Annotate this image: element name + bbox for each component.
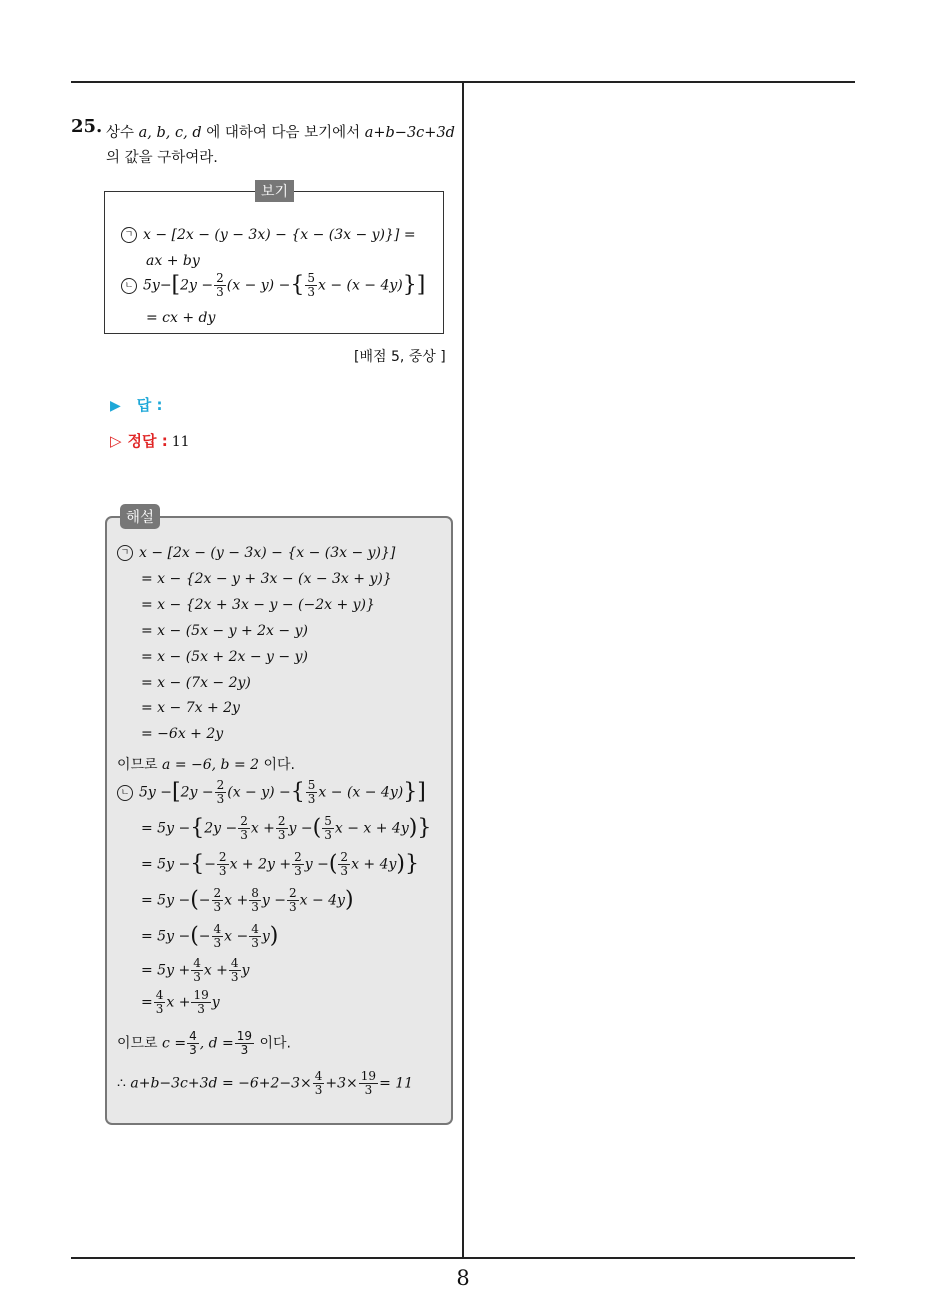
solution-line-15: = $\frac{4}{3}$ x + $\frac{19}{3}$ y: [141, 988, 220, 1016]
bogi-item-2: ㄴ 5y−[2y − $\frac{2}{3}$ (x − y) −{ $\frac{5}{3}$ x − (x − 4y)}]: [121, 272, 425, 299]
outline-arrow-icon: ▷: [110, 432, 122, 450]
circled-mark-giyeok: ㄱ: [117, 545, 133, 561]
therefore-symbol: ∴: [117, 1075, 126, 1092]
question-number: 25.: [71, 116, 103, 137]
solution-line-2: = x − {2x − y + 3x − (x − 3x + y)}: [141, 571, 392, 587]
solution-line-13: = 5y −(− $\frac{4}{3}$ x − $\frac{4}{3}$ y): [141, 922, 279, 950]
solution-line-3: = x − {2x + 3x − y − (−2x + y)}: [141, 597, 375, 613]
solution-tag: 해설: [120, 504, 160, 529]
solution-line-1: ㄱ x − [2x − (y − 3x) − {x − (3x − y)}]: [117, 545, 395, 561]
score-label: [배점 5, 중상 ]: [354, 349, 446, 365]
solution-conclusion-1: 이므로 a = −6, b = 2 이다.: [117, 757, 295, 773]
solution-line-8: = −6x + 2y: [141, 726, 224, 742]
solution-line-7: = x − 7x + 2y: [141, 700, 240, 716]
solution-line-14: = 5y + $\frac{4}{3}$ x + $\frac{4}{3}$ y: [141, 956, 250, 984]
question-text-line1: 상수 a, b, c, d 에 대하여 다음 보기에서 a+b−3c+3d: [106, 125, 455, 141]
play-arrow-icon: ▶: [110, 398, 121, 414]
circled-mark-nieun: ㄴ: [117, 785, 133, 801]
solution-final: ∴ a+b−3c+3d = −6+2−3× $\frac{4}{3}$ +3× $\frac{19}{3}$ = 11: [117, 1069, 414, 1097]
solution-line-11: = 5y −{− $\frac{2}{3}$ x + 2y + $\frac{2}{3}$ y −( $\frac{2}{3}$ x + 4y)}: [141, 850, 419, 878]
answer-line: ▶ 답 :: [110, 396, 163, 414]
bogi-item-1: ㄱ x − [2x − (y − 3x) − {x − (3x − y)}] =: [121, 227, 416, 243]
solution-line-4: = x − (5x − y + 2x − y): [141, 623, 308, 639]
solution-line-6: = x − (7x − 2y): [141, 675, 251, 691]
solution-line-9: ㄴ 5y −[2y − $\frac{2}{3}$ (x − y) −{ $\frac{5}{3}$ x − (x − 4y)}]: [117, 779, 426, 806]
bottom-rule: [71, 1257, 855, 1259]
solution-line-12: = 5y −(− $\frac{2}{3}$ x + $\frac{8}{3}$ y − $\frac{2}{3}$ x − 4y): [141, 886, 354, 914]
bogi-tag: 보기: [255, 180, 294, 202]
circled-mark-nieun: ㄴ: [121, 278, 137, 294]
page-number: 8: [456, 1266, 470, 1290]
circled-mark-giyeok: ㄱ: [121, 227, 137, 243]
solution-line-10: = 5y −{2y − $\frac{2}{3}$ x + $\frac{2}{3}$ y −( $\frac{5}{3}$ x − x + 4y)}: [141, 814, 432, 842]
correct-answer-line: ▷ 정답 : 11: [110, 432, 190, 450]
question-text-line2: 의 값을 구하여라.: [106, 150, 218, 166]
solution-line-5: = x − (5x + 2x − y − y): [141, 649, 308, 665]
bogi-item-2-cont: = cx + dy: [146, 310, 216, 326]
bogi-item-1-cont: ax + by: [146, 253, 200, 269]
column-divider: [462, 83, 464, 1257]
solution-conclusion-2: 이므로 c = $\frac{4}{3}$ , d = $\frac{19}{3}$ 이다.: [117, 1029, 291, 1057]
